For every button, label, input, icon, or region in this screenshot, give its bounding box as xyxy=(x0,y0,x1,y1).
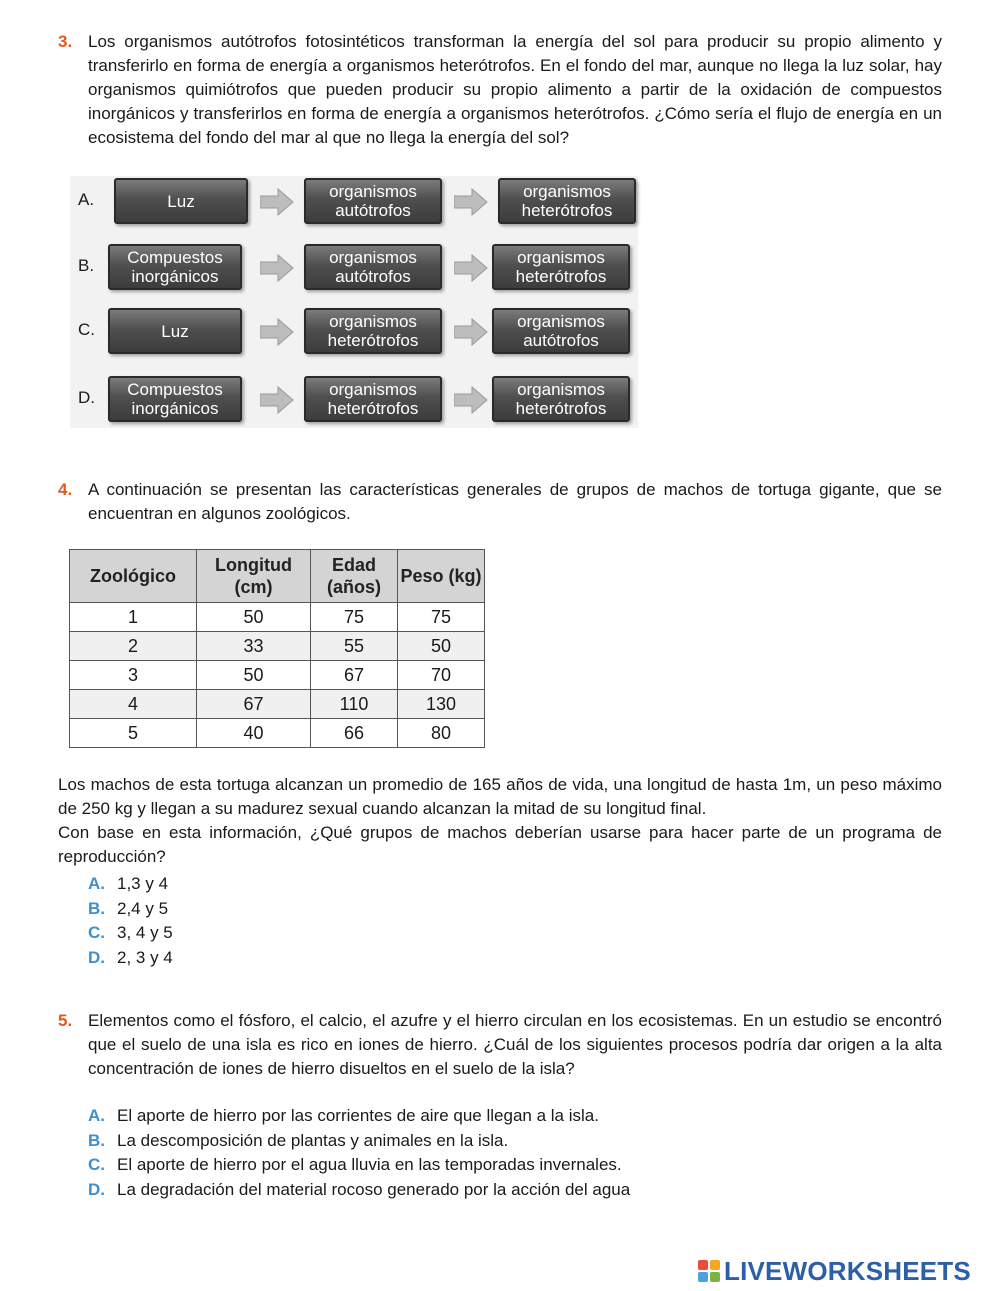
table-cell: 75 xyxy=(398,603,485,632)
option-text: 3, 4 y 5 xyxy=(117,923,173,942)
table-cell: 70 xyxy=(398,661,485,690)
question-5-number: 5. xyxy=(58,1011,73,1030)
table-cell: 40 xyxy=(197,719,311,748)
option-letter: B. xyxy=(88,1130,105,1150)
right-arrow-icon xyxy=(454,254,488,282)
logo-blocks-icon xyxy=(698,1260,720,1282)
tortoise-data-table xyxy=(69,549,485,748)
table-cell: 50 xyxy=(197,603,311,632)
flow-option-letter: C. xyxy=(78,320,95,339)
option-text: La degradación del material rocoso generado por la acción del agua xyxy=(117,1179,631,1199)
question-4-context: Los machos de esta tortuga alcanzan un promedio de 165 años de vida, una longitud de hasta 1m, un peso máximo de 250 kg y llegan a su madurez sexual cuando alcanzan la mitad de su longitud final. xyxy=(58,775,942,818)
answer-option-c[interactable] xyxy=(88,1153,630,1178)
option-letter: C. xyxy=(88,1155,105,1174)
question-5 xyxy=(58,1009,942,1081)
right-arrow-icon xyxy=(260,318,294,346)
flow-option-d[interactable] xyxy=(70,374,638,426)
table-cell: 5 xyxy=(70,719,197,748)
table-header-row xyxy=(70,550,485,603)
question-5-text: Elementos como el fósforo, el calcio, el azufre y el hierro circulan en los ecosistemas. En un estudio se encontró que el suelo de una isla es rico en iones de hierro. ¿Cuál de los siguientes procesos podría dar origen a la alta concentración de iones de hierro disueltos en el suelo de la isla? xyxy=(88,1011,942,1078)
answer-option-b[interactable] xyxy=(88,1129,630,1154)
column-header-length: Longitud (cm) xyxy=(197,550,311,603)
column-header-zoo: Zoológico xyxy=(70,550,197,603)
flow-box-middle: organismos autótrofos xyxy=(304,244,442,290)
option-text: El aporte de hierro por las corrientes de aire que llegan a la isla. xyxy=(117,1106,599,1125)
flow-box-middle: organismos heterótrofos xyxy=(304,308,442,354)
liveworksheets-logo xyxy=(698,1255,971,1286)
table-cell: 110 xyxy=(311,690,398,719)
question-4-number: 4. xyxy=(58,480,73,499)
question-4 xyxy=(58,478,942,526)
flow-box-middle: organismos autótrofos xyxy=(304,178,442,224)
flow-option-a[interactable] xyxy=(70,176,638,228)
option-text: 2, 3 y 4 xyxy=(117,947,173,967)
flow-box-source: Compuestos inorgánicos xyxy=(108,376,242,422)
table-row xyxy=(70,690,485,719)
table-cell: 67 xyxy=(197,690,311,719)
table-cell: 1 xyxy=(70,603,197,632)
flow-option-letter: B. xyxy=(78,256,95,275)
table-row xyxy=(70,632,485,661)
question-3-text: Los organismos autótrofos fotosintéticos transforman la energía del sol para producir su propio alimento y transferirlo en forma de energía a organismos heterótrofos. En el fondo del mar, aunque no llega la luz solar, hay organismos quimiótrofos que pueden producir su propio alimento a partir de la oxidación de compuestos inorgánicos y transferirlos en forma de energía a organismos heterótrofos. ¿Cómo sería el flujo de energía en un ecosistema del fondo del mar al que no llega la energía del sol? xyxy=(88,32,942,147)
right-arrow-icon xyxy=(260,386,294,414)
table-cell: 4 xyxy=(70,690,197,719)
question-4-prompt: Con base en esta información, ¿Qué grupos de machos deberían usarse para hacer parte de un programa de reproducción? xyxy=(58,823,942,866)
option-letter: A. xyxy=(88,1106,105,1125)
question-4-options xyxy=(88,872,173,970)
flow-box-source: Luz xyxy=(108,308,242,354)
option-text: 2,4 y 5 xyxy=(117,898,169,918)
table-cell: 80 xyxy=(398,719,485,748)
answer-option-c[interactable] xyxy=(88,921,173,946)
table-cell: 33 xyxy=(197,632,311,661)
answer-option-b[interactable] xyxy=(88,897,173,922)
right-arrow-icon xyxy=(454,318,488,346)
table-row xyxy=(70,661,485,690)
option-letter: B. xyxy=(88,898,105,918)
table-cell: 50 xyxy=(197,661,311,690)
question-4-text: A continuación se presentan las características generales de grupos de machos de tortuga gigante, que se encuentran en algunos zoológicos. xyxy=(88,480,942,523)
option-text: 1,3 y 4 xyxy=(117,874,169,893)
table-cell: 75 xyxy=(311,603,398,632)
table-cell: 67 xyxy=(311,661,398,690)
right-arrow-icon xyxy=(260,188,294,216)
right-arrow-icon xyxy=(454,386,488,414)
table-cell: 130 xyxy=(398,690,485,719)
flow-box-end: organismos autótrofos xyxy=(492,308,630,354)
energy-flow-options-diagram xyxy=(70,176,638,428)
table-row xyxy=(70,719,485,748)
option-letter: C. xyxy=(88,923,105,942)
table-cell: 55 xyxy=(311,632,398,661)
flow-box-end: organismos heterótrofos xyxy=(498,178,636,224)
logo-text: LIVEWORKSHEETS xyxy=(724,1255,971,1286)
flow-option-letter: A. xyxy=(78,190,95,209)
option-letter: D. xyxy=(88,947,105,967)
right-arrow-icon xyxy=(260,254,294,282)
table-cell: 3 xyxy=(70,661,197,690)
question-5-options xyxy=(88,1104,630,1202)
option-text: La descomposición de plantas y animales en la isla. xyxy=(117,1130,509,1150)
flow-box-source: Compuestos inorgánicos xyxy=(108,244,242,290)
column-header-age: Edad (años) xyxy=(311,550,398,603)
flow-option-letter: D. xyxy=(78,388,95,407)
flow-box-end: organismos heterótrofos xyxy=(492,376,630,422)
option-letter: D. xyxy=(88,1179,105,1199)
flow-box-end: organismos heterótrofos xyxy=(492,244,630,290)
table-cell: 2 xyxy=(70,632,197,661)
option-letter: A. xyxy=(88,874,105,893)
table-cell: 66 xyxy=(311,719,398,748)
answer-option-a[interactable] xyxy=(88,1104,630,1129)
flow-box-middle: organismos heterótrofos xyxy=(304,376,442,422)
flow-option-b[interactable] xyxy=(70,242,638,294)
answer-option-d[interactable] xyxy=(88,946,173,971)
flow-option-c[interactable] xyxy=(70,306,638,358)
flow-box-source: Luz xyxy=(114,178,248,224)
answer-option-a[interactable] xyxy=(88,872,173,897)
table-cell: 50 xyxy=(398,632,485,661)
table-row xyxy=(70,603,485,632)
right-arrow-icon xyxy=(454,188,488,216)
column-header-weight: Peso (kg) xyxy=(398,550,485,603)
question-3-number: 3. xyxy=(58,32,73,51)
question-3 xyxy=(58,30,942,150)
option-text: El aporte de hierro por el agua lluvia en las temporadas invernales. xyxy=(117,1155,622,1174)
answer-option-d[interactable] xyxy=(88,1178,630,1203)
